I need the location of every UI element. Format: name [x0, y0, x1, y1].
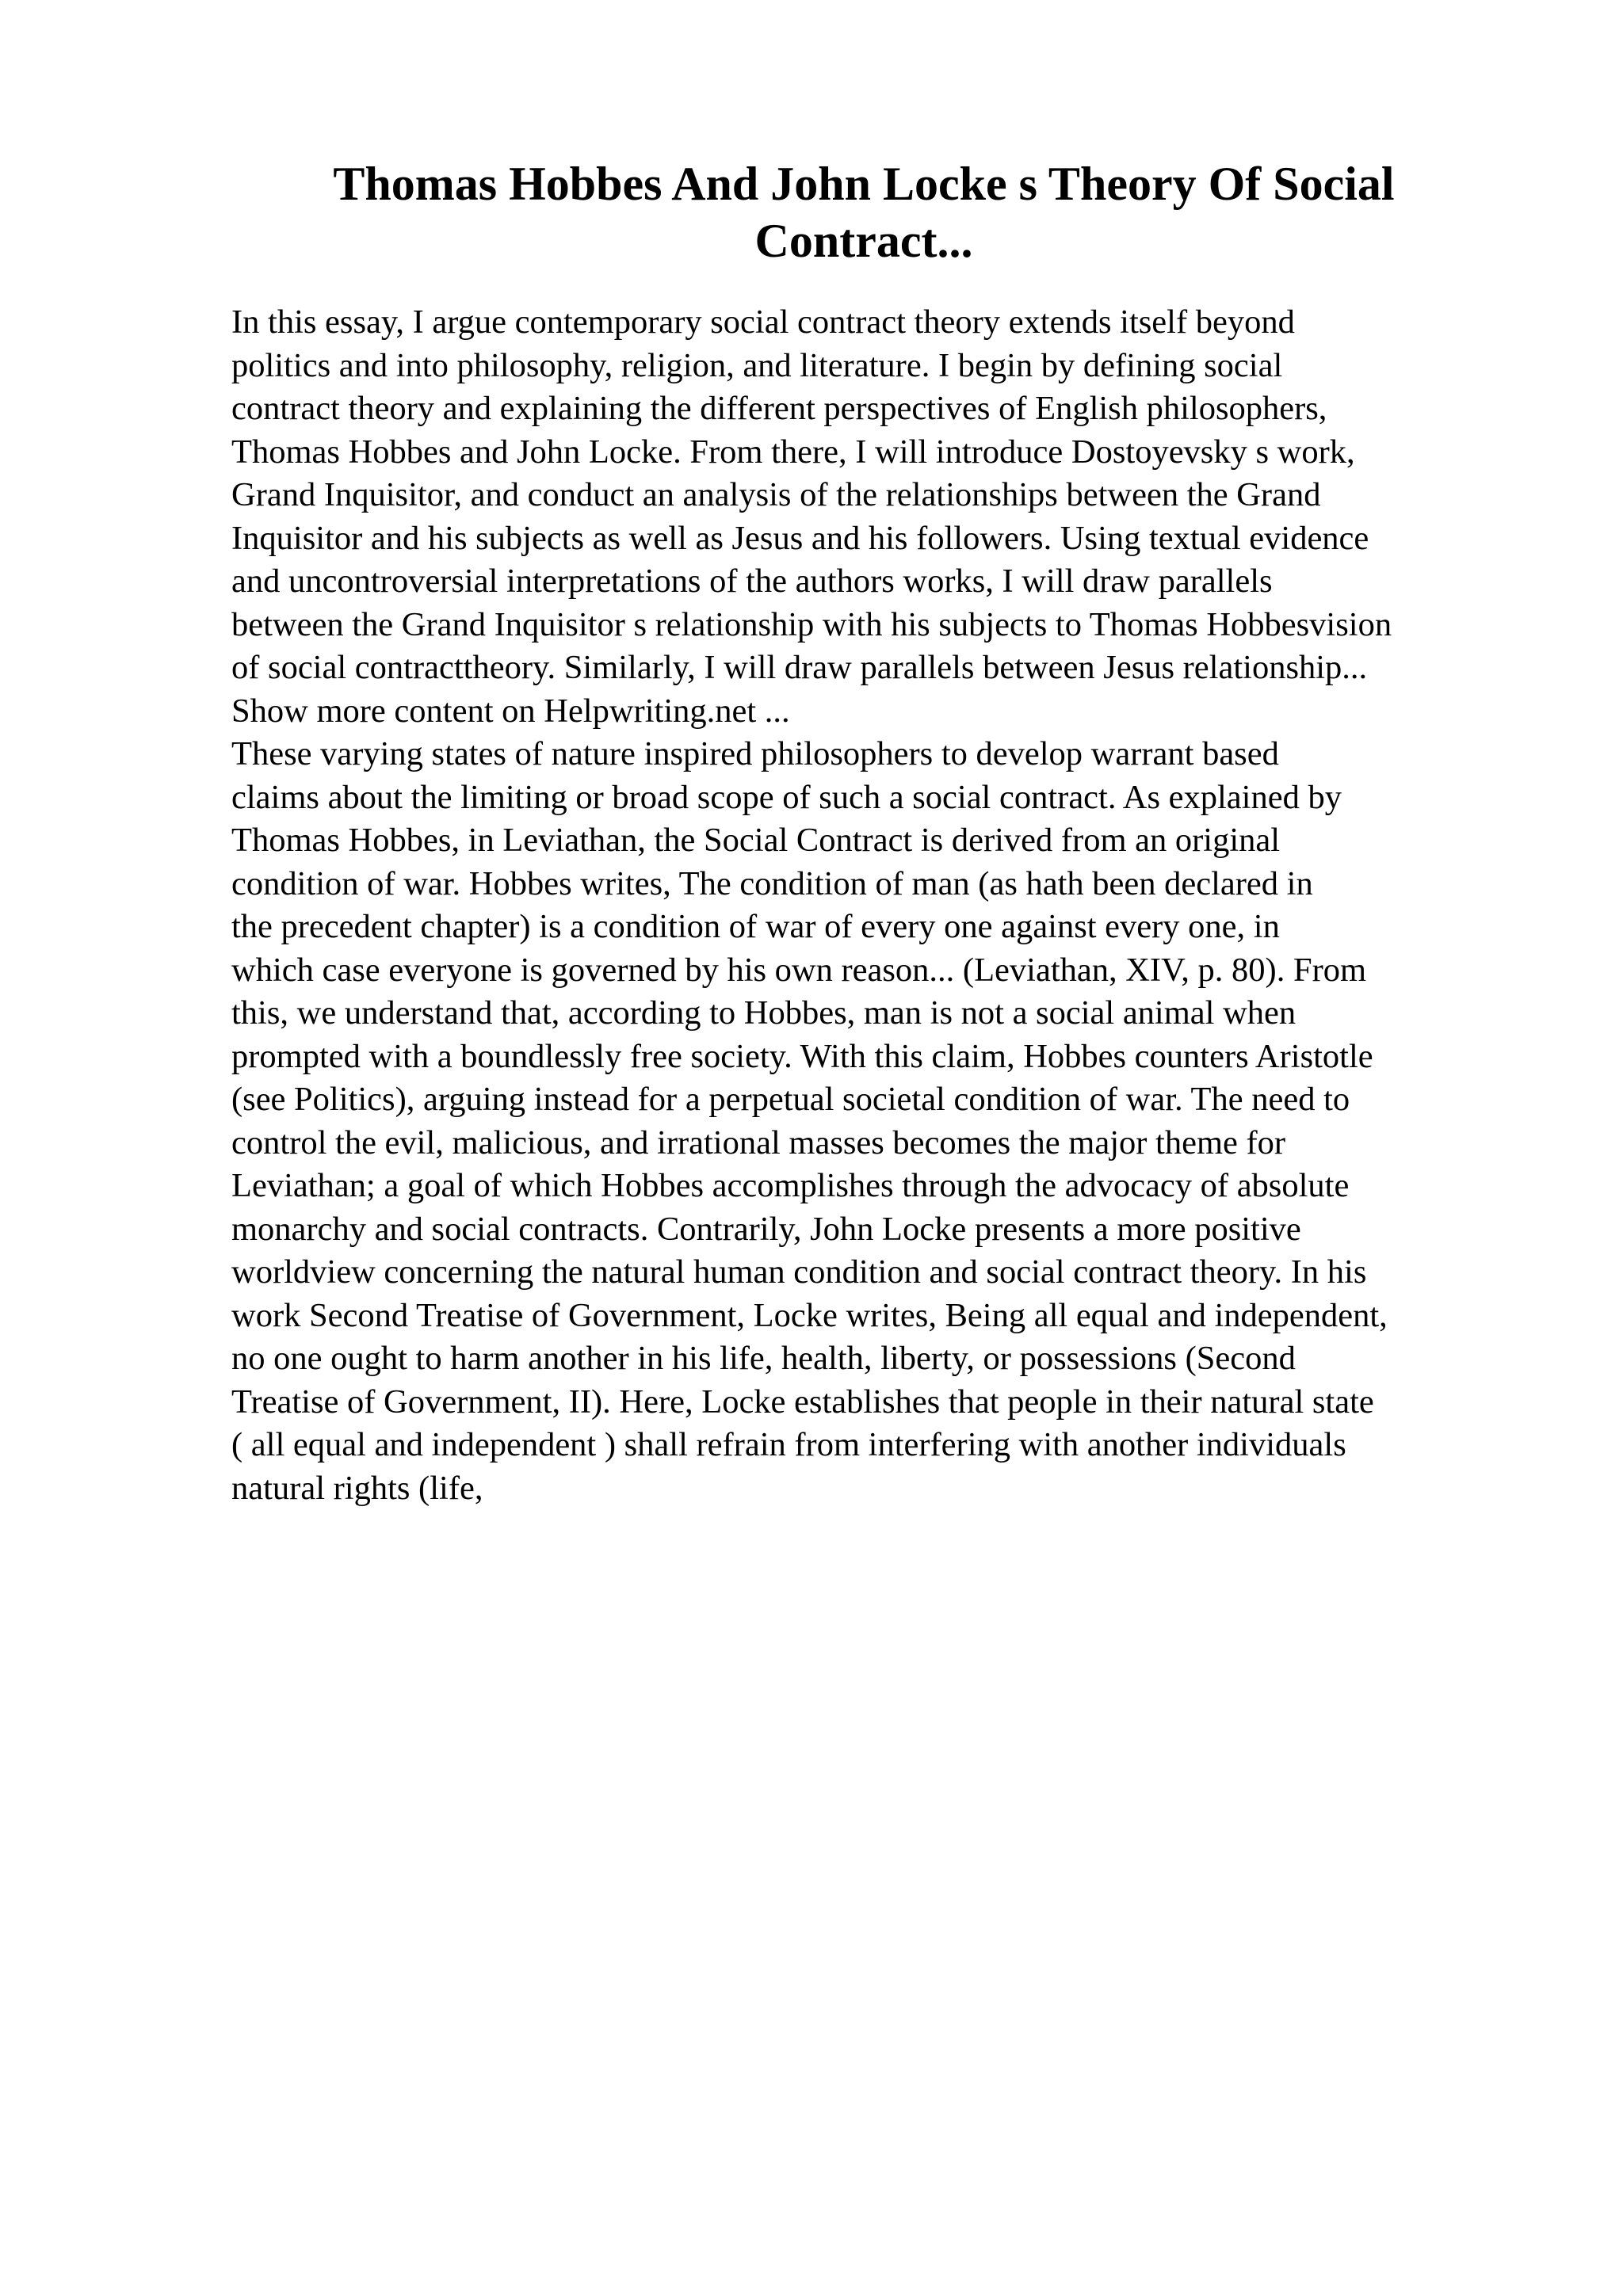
- document-title: [285, 155, 1442, 269]
- body-line: condition of war. Hobbes writes, The condition of man (as hath been declared in: [231, 864, 1313, 902]
- body-line: and uncontroversial interpretations of the authors works, I will draw parallels: [231, 563, 1273, 600]
- body-line: ( all equal and independent ) shall refrain from interfering with another individuals: [231, 1426, 1346, 1463]
- body-line: In this essay, I argue contemporary social contract theory extends itself beyond: [231, 303, 1295, 341]
- title-line: Contract...: [754, 215, 973, 267]
- title-line: Thomas Hobbes And John Locke s Theory Of Social: [333, 158, 1395, 210]
- body-line: (see Politics), arguing instead for a perpetual societal condition of war. The need to: [231, 1081, 1350, 1118]
- body-line: between the Grand Inquisitor s relationship with his subjects to Thomas Hobbesvision: [231, 605, 1392, 643]
- body-line: work Second Treatise of Government, Locke writes, Being all equal and independent,: [231, 1296, 1388, 1334]
- show-more-link[interactable]: Show more content on Helpwriting.net ...: [231, 692, 790, 730]
- body-line: worldview concerning the natural human condition and social contract theory. In his: [231, 1253, 1367, 1291]
- body-line: Inquisitor and his subjects as well as Jesus and his followers. Using textual evidence: [231, 519, 1369, 557]
- body-line: natural rights (life,: [231, 1469, 483, 1507]
- body-line: Leviathan; a goal of which Hobbes accomplishes through the advocacy of absolute: [231, 1167, 1350, 1204]
- body-line: which case everyone is governed by his own reason... (Leviathan, XIV, p. 80). From: [231, 951, 1367, 989]
- body-line: control the evil, malicious, and irrational masses becomes the major theme for: [231, 1123, 1286, 1161]
- body-line: politics and into philosophy, religion, and literature. I begin by defining social: [231, 346, 1283, 384]
- body-line: Thomas Hobbes and John Locke. From there, I will introduce Dostoyevsky s work,: [231, 433, 1355, 471]
- body-line: this, we understand that, according to Hobbes, man is not a social animal when: [231, 994, 1296, 1032]
- body-line: Grand Inquisitor, and conduct an analysis of the relationships between the Grand: [231, 476, 1321, 513]
- body-line: These varying states of nature inspired philosophers to develop warrant based: [231, 735, 1279, 772]
- body-line: Treatise of Government, II). Here, Locke establishes that people in their natural state: [231, 1383, 1374, 1421]
- body-line: contract theory and explaining the different perspectives of English philosophers,: [231, 390, 1327, 427]
- body-line: monarchy and social contracts. Contrarily, John Locke presents a more positive: [231, 1210, 1301, 1248]
- body-line: the precedent chapter) is a condition of war of every one against every one, in: [231, 908, 1280, 945]
- body-line: prompted with a boundlessly free society. With this claim, Hobbes counters Aristotle: [231, 1037, 1373, 1075]
- essay-body: [231, 301, 1531, 1510]
- body-line: Thomas Hobbes, in Leviathan, the Social Contract is derived from an original: [231, 822, 1281, 859]
- body-line: no one ought to harm another in his life, health, liberty, or possessions (Second: [231, 1340, 1296, 1377]
- body-line: claims about the limiting or broad scope of such a social contract. As explained by: [231, 778, 1342, 816]
- body-line: of social contracttheory. Similarly, I will draw parallels between Jesus relationship...: [231, 649, 1368, 686]
